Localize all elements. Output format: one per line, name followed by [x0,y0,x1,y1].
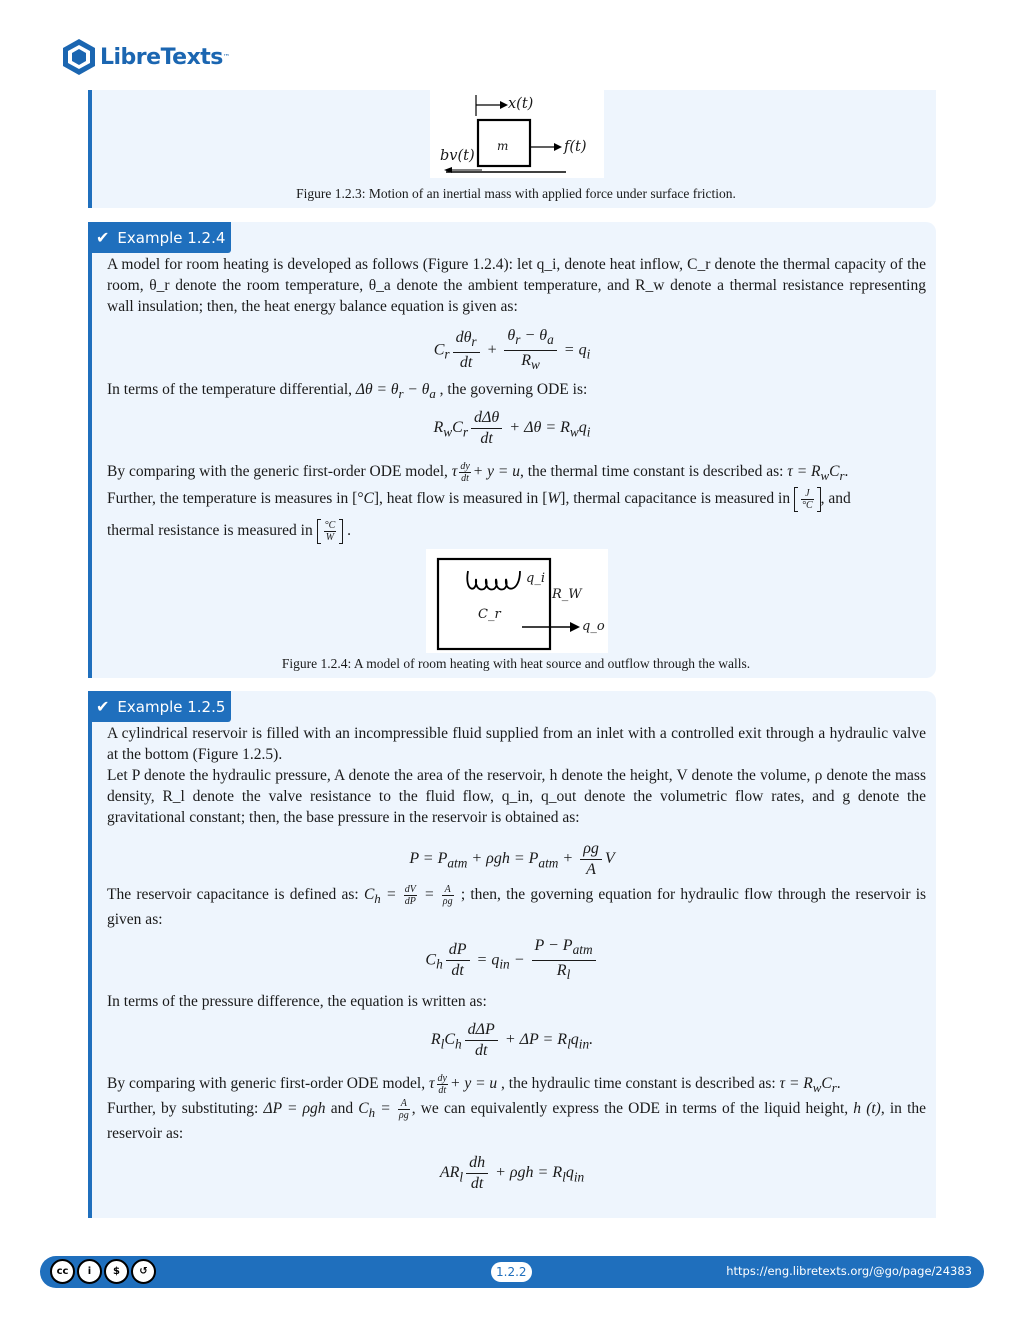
pressure-ode-equation: $R_lC_h$ $\frac{\text{dΔP}}{dt}$ + $\Delta P = R_lq_{in}$. [430,1021,594,1059]
example-125-pressure-diff-text: In terms of the pressure difference, the equation is written as: [107,993,487,1010]
example-124-comparison-text: By comparing with the generic first-order ODE model, τ $\frac{dy}{dt}$ + y = u, the thermal time constant is described as: $\tau = R_wC_r$. [107,461,849,484]
license-badges[interactable] [50,1259,156,1284]
mass-label: m [497,139,509,153]
sa-icon: ↺ [131,1259,156,1284]
hydraulic-comparison-a: By comparing with generic first-order ODE model, [107,1075,426,1093]
units-text-d: , heat flow is measured in [379,490,539,508]
friction-label: bv(t) [440,148,475,164]
figure-123-caption [92,186,940,202]
example-125-definitions: Let P denote the hydraulic pressure, A denote the area of the reservoir, h denote the height, V denote the volume, ρ denote the mass density, R_l denote the valve resistance to the fluid flow, q_in, q_out denote the volumetric flow rates, and g denote the gravitational constant; then, the base pressure in the reservoir is obtained as: [107,767,926,826]
height-ode-equation: $AR_l$ $\frac{dh}{dt}$ + $\rho gh = R_lq_{in}$ [439,1154,585,1192]
figure-123-caption-label: Figure 1.2.3 [296,186,362,201]
figure-124-caption-label: Figure 1.2.4 [281,656,348,671]
example-124-box [88,222,936,678]
example-124-differential-text: In terms of the temperature differential, $\Delta\theta = \theta_r - \theta_a$ , the governing ODE is: [107,381,588,402]
page-footer [40,1256,984,1288]
units-text-f: , and [820,490,851,508]
substitution-text-c: , we can equivalently express the ODE in terms of the liquid height, [411,1100,849,1118]
libretexts-logo[interactable] [62,36,230,78]
figure-123-diagram [430,90,604,178]
units-text-e: , thermal capacitance is measured in [565,490,791,508]
example-124-units-text: Further, the temperature is measures in [°C], heat flow is measured in [W], thermal capacitance is measured in $\frac{J}{^\circ C}$ , and [107,488,851,511]
example-125-title: Example 1.2.5 [117,697,226,716]
example-124-intro: A model for room heating is developed as follows (Figure 1.2.4): let q_i, denote heat inflow, C_r denote the thermal capacity of the room, θ_r denote the room temperature, θ_a denote the ambient temperature, and R_w denote a thermal resistance representing wall insulation; then, the heat energy balance equation is given as: [107,256,926,315]
page-url-link[interactable]: https://eng.libretexts.org/@go/page/24383 [726,1264,972,1278]
figure-123-caption-text: : Motion of an inertial mass with applied force under surface friction. [361,186,736,201]
base-pressure-equation: $P = P_{atm} + \rho gh = P_{atm}$ + $\frac{\rho g}{A}$ V [409,840,615,878]
example-125-capacitance-text: The reservoir capacitance is defined as: $C_h$ = $\frac{dV}{dP}$ = $\frac{A}{\rho g}$ ; then, the governing equation for hydraulic flow through the reservoir is given as: [107,884,927,929]
figure-124-caption-text: : A model of room heating with heat source and outflow through the walls. [347,656,751,671]
capacitance-text-b: ; then, the governing equation for hydraulic flow through the reservoir is given as: [107,886,927,929]
by-icon: i [77,1259,102,1284]
heat-inflow-label: q_i [526,571,545,586]
brand-name: LibreTexts [100,44,223,70]
brand-tm: ™ [222,53,230,61]
example-125-comparison-text: By comparing with generic first-order ODE model, τ $\frac{dy}{dt}$ + y = u , the hydraulic time constant is described as: $\tau = R_wC_r$. [107,1073,841,1096]
heat-balance-equation: $C_r$ $\frac{d\theta_r}{dt}$ + $\frac{\theta_r - \theta_a}{R_w}$ = $q_i$ [433,327,591,373]
hydraulic-flow-equation: $C_h$ $\frac{dP}{dt}$ = $q_{in}$ − $\frac{P - P_{atm}}{R_l}$ [92,936,932,985]
comparison-text-a: By comparing with the generic first-order ODE model, [107,463,448,481]
x-label: x(t) [508,96,534,112]
force-label: f(t) [564,139,587,155]
substitution-text-b: and [330,1100,354,1118]
checkmark-icon: ✔ [96,697,110,716]
figure-124-diagram [426,549,608,653]
comparison-text-b: , the thermal time constant is described as: [519,463,784,481]
cc-icon: cc [50,1259,75,1284]
resistance-label: R_W [552,587,582,602]
example-124-resistance-text: thermal resistance is measured in $\frac{^\circ C}{W}$ . [107,520,352,543]
example-125-substitution-text: Further, by substituting: ΔP = ρgh and $C_h$ = $\frac{A}{\rho g}$ , we can equivalently express the ODE in terms of the liquid height, h (t), in the reservoir as: [107,1098,927,1143]
differential-text-b: , the governing ODE is: [439,381,588,398]
substitution-text-a: Further, by substituting: [107,1100,259,1118]
heat-outflow-label: q_o [582,619,605,634]
figure-123-box [88,90,936,208]
example-124-header [88,222,231,253]
hydraulic-comparison-b: , the hydraulic time constant is described as: [501,1075,776,1093]
page-number: 1.2.2 [491,1262,532,1282]
libretexts-hex-icon [62,38,96,76]
example-125-header [88,691,231,722]
capacity-label: C_r [478,607,501,622]
nc-icon: $ [104,1259,129,1284]
capacitance-text-a: The reservoir capacitance is defined as: [107,886,359,904]
example-124-title: Example 1.2.4 [117,228,226,247]
example-125-box [88,691,936,1218]
substitution-text-d: , in the reservoir as: [107,1100,927,1143]
thermal-ode-equation: $R_wC_r$ $\frac{\text{dΔθ}}{dt}$ + $\Delta\theta = R_wq_i$ [433,409,591,447]
units-text-g: thermal resistance is measured in [107,522,313,540]
figure-124-caption [92,656,940,672]
units-text-c: Further, the temperature is measures in [107,490,349,508]
checkmark-icon: ✔ [96,228,110,247]
example-125-intro: A cylindrical reservoir is filled with an incompressible fluid supplied from an inlet with a controlled exit through a hydraulic valve at the bottom (Figure 1.2.5). [107,725,926,763]
differential-text-a: In terms of the temperature differential, [107,381,353,398]
